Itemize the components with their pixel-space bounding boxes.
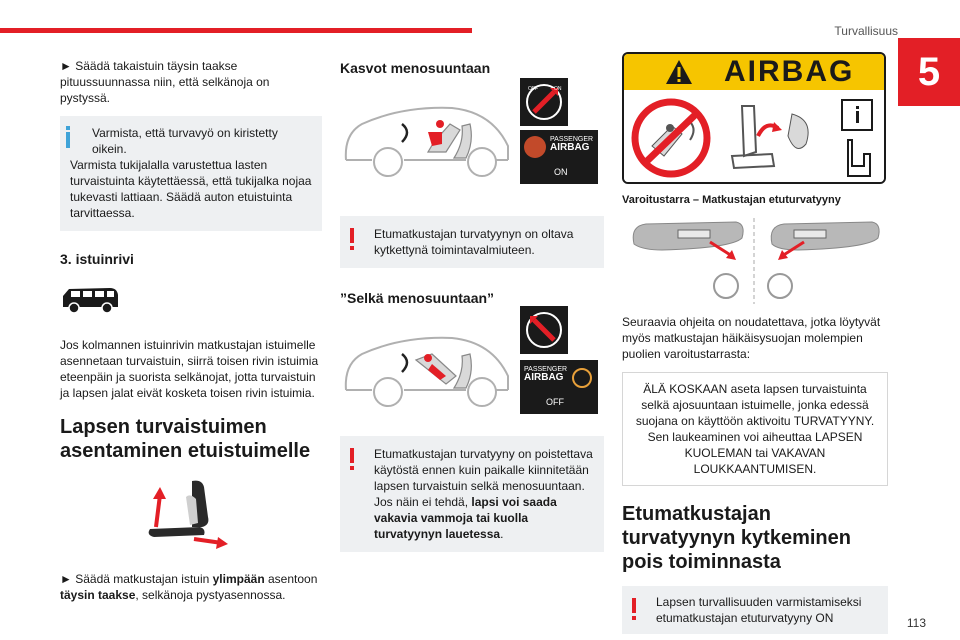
figure-caption: Varoitustarra – Matkustajan etuturvatyyny [622,194,841,206]
subsection-heading: 3. istuinrivi [60,251,134,267]
warning-note-2: Etumatkustajan turvatyyny on poistettava käytöstä ennen kuin paikalle kiinnitetään lapsen turvaistuin selkä menosuuntaan. Jos näin ei tehdä, lapsi voi saada vakavia vammoja tai kuolla turvatyynyn lauetessa. [340,436,604,552]
forward-facing-heading: Kasvot menosuuntaan [340,60,491,76]
airbag-label-header: AIRBAG [624,54,884,90]
page-number: 113 [906,616,926,630]
column-3 [622,52,888,634]
seat-adjust-instruction: ► Säädä matkustajan istuin ylimpään asentoon täysin taakse, selkänoja pystyasennossa. [60,572,318,602]
van-illustration [60,283,322,323]
info-note [60,116,322,231]
svg-text:ON: ON [554,86,562,92]
rear-facing-heading: ”Selkä menosuuntaan” [340,290,495,306]
airbag-deploy-icon [722,96,822,180]
warning-triangle-icon [664,58,694,86]
section-title: Turvallisuus [834,24,898,38]
third-row-paragraph: Jos kolmannen istuinrivin matkustajan istuimelle asennetaan turvaistuin, siirrä toisen rivin istuimia eteenpäin ja suorista selkänojat, jotta turvaistuin ja lapsen jalat eivät kosketa toisen rivin istuimia. [60,338,319,400]
header-accent-bar [0,28,472,33]
info-icon [66,126,70,148]
passenger-airbag-on-panel: PASSENGER AIRBAG ON [520,130,598,184]
section-heading: Lapsen turvaistuimen asentaminen etuistuimelle [60,416,311,462]
warning-note-1: Etumatkustajan turvatyynyn on oltava kytkettynä toimintavalmiuteen. [340,216,604,268]
no-rear-facing-seat-icon [628,96,714,180]
warning-note-3: Lapsen turvallisuuden varmistamiseksi etumatkustajan etuturvatyyny ON [622,586,888,634]
passenger-airbag-off-panel: PASSENGER AIRBAG OFF [520,360,598,414]
sun-visor-illustration [622,216,888,306]
read-manual-icon [834,96,880,180]
car-rear-child-seat-icon [342,332,512,412]
airbag-switch-off-icon [520,306,568,354]
car-forward-child-seat-icon [342,102,512,182]
warning-icon [350,228,354,250]
airbag-switch-on-icon [520,78,568,126]
column-2 [340,58,604,552]
forward-facing-figure [340,84,604,200]
warning-icon [632,598,636,620]
instructions-paragraph: Seuraavia ohjeita on noudatettava, jotka löytyvät myös matkustajan häikäisysuojan molempien puolien varoitustarrasta: [622,315,881,361]
child-seat-warning-icon [524,136,546,158]
svg-text:OFF: OFF [528,86,538,92]
chapter-number: 5 [898,38,960,106]
info-note-line-1: Varmista, että turvavyö on kiristetty oikein. [92,126,278,156]
instruction-paragraph: ► Säädä takaistuin täysin taakse pituussuunnassa niin, että selkänoja on pystyssä. [60,59,270,105]
column-1 [60,58,322,603]
seat-adjust-illustration [130,477,322,555]
section-heading: Etumatkustajan turvatyynyn kytkeminen pois toiminnasta [622,503,851,573]
danger-notice: ÄLÄ KOSKAAN aseta lapsen turvaistuinta selkä ajosuuntaan istuimelle, jonka edessä suojana on käyttöön aktivoitu TURVATYYNY. Sen laukeaminen voi aiheuttaa LAPSEN KUOLEMAN tai VAKAVAN LOUKKAANTUMISEN. [622,372,888,486]
warning-icon [350,448,354,470]
airbag-off-indicator-icon [572,368,592,388]
info-note-line-2: Varmista tukijalalla varustettua lasten turvaistuinta käytettäessä, että tukijalka nojaa tukevasti lattiaan. Säädä auton etuistuinta tarvittaessa. [70,158,312,220]
airbag-warning-label [622,52,886,184]
rear-facing-figure [340,314,604,420]
